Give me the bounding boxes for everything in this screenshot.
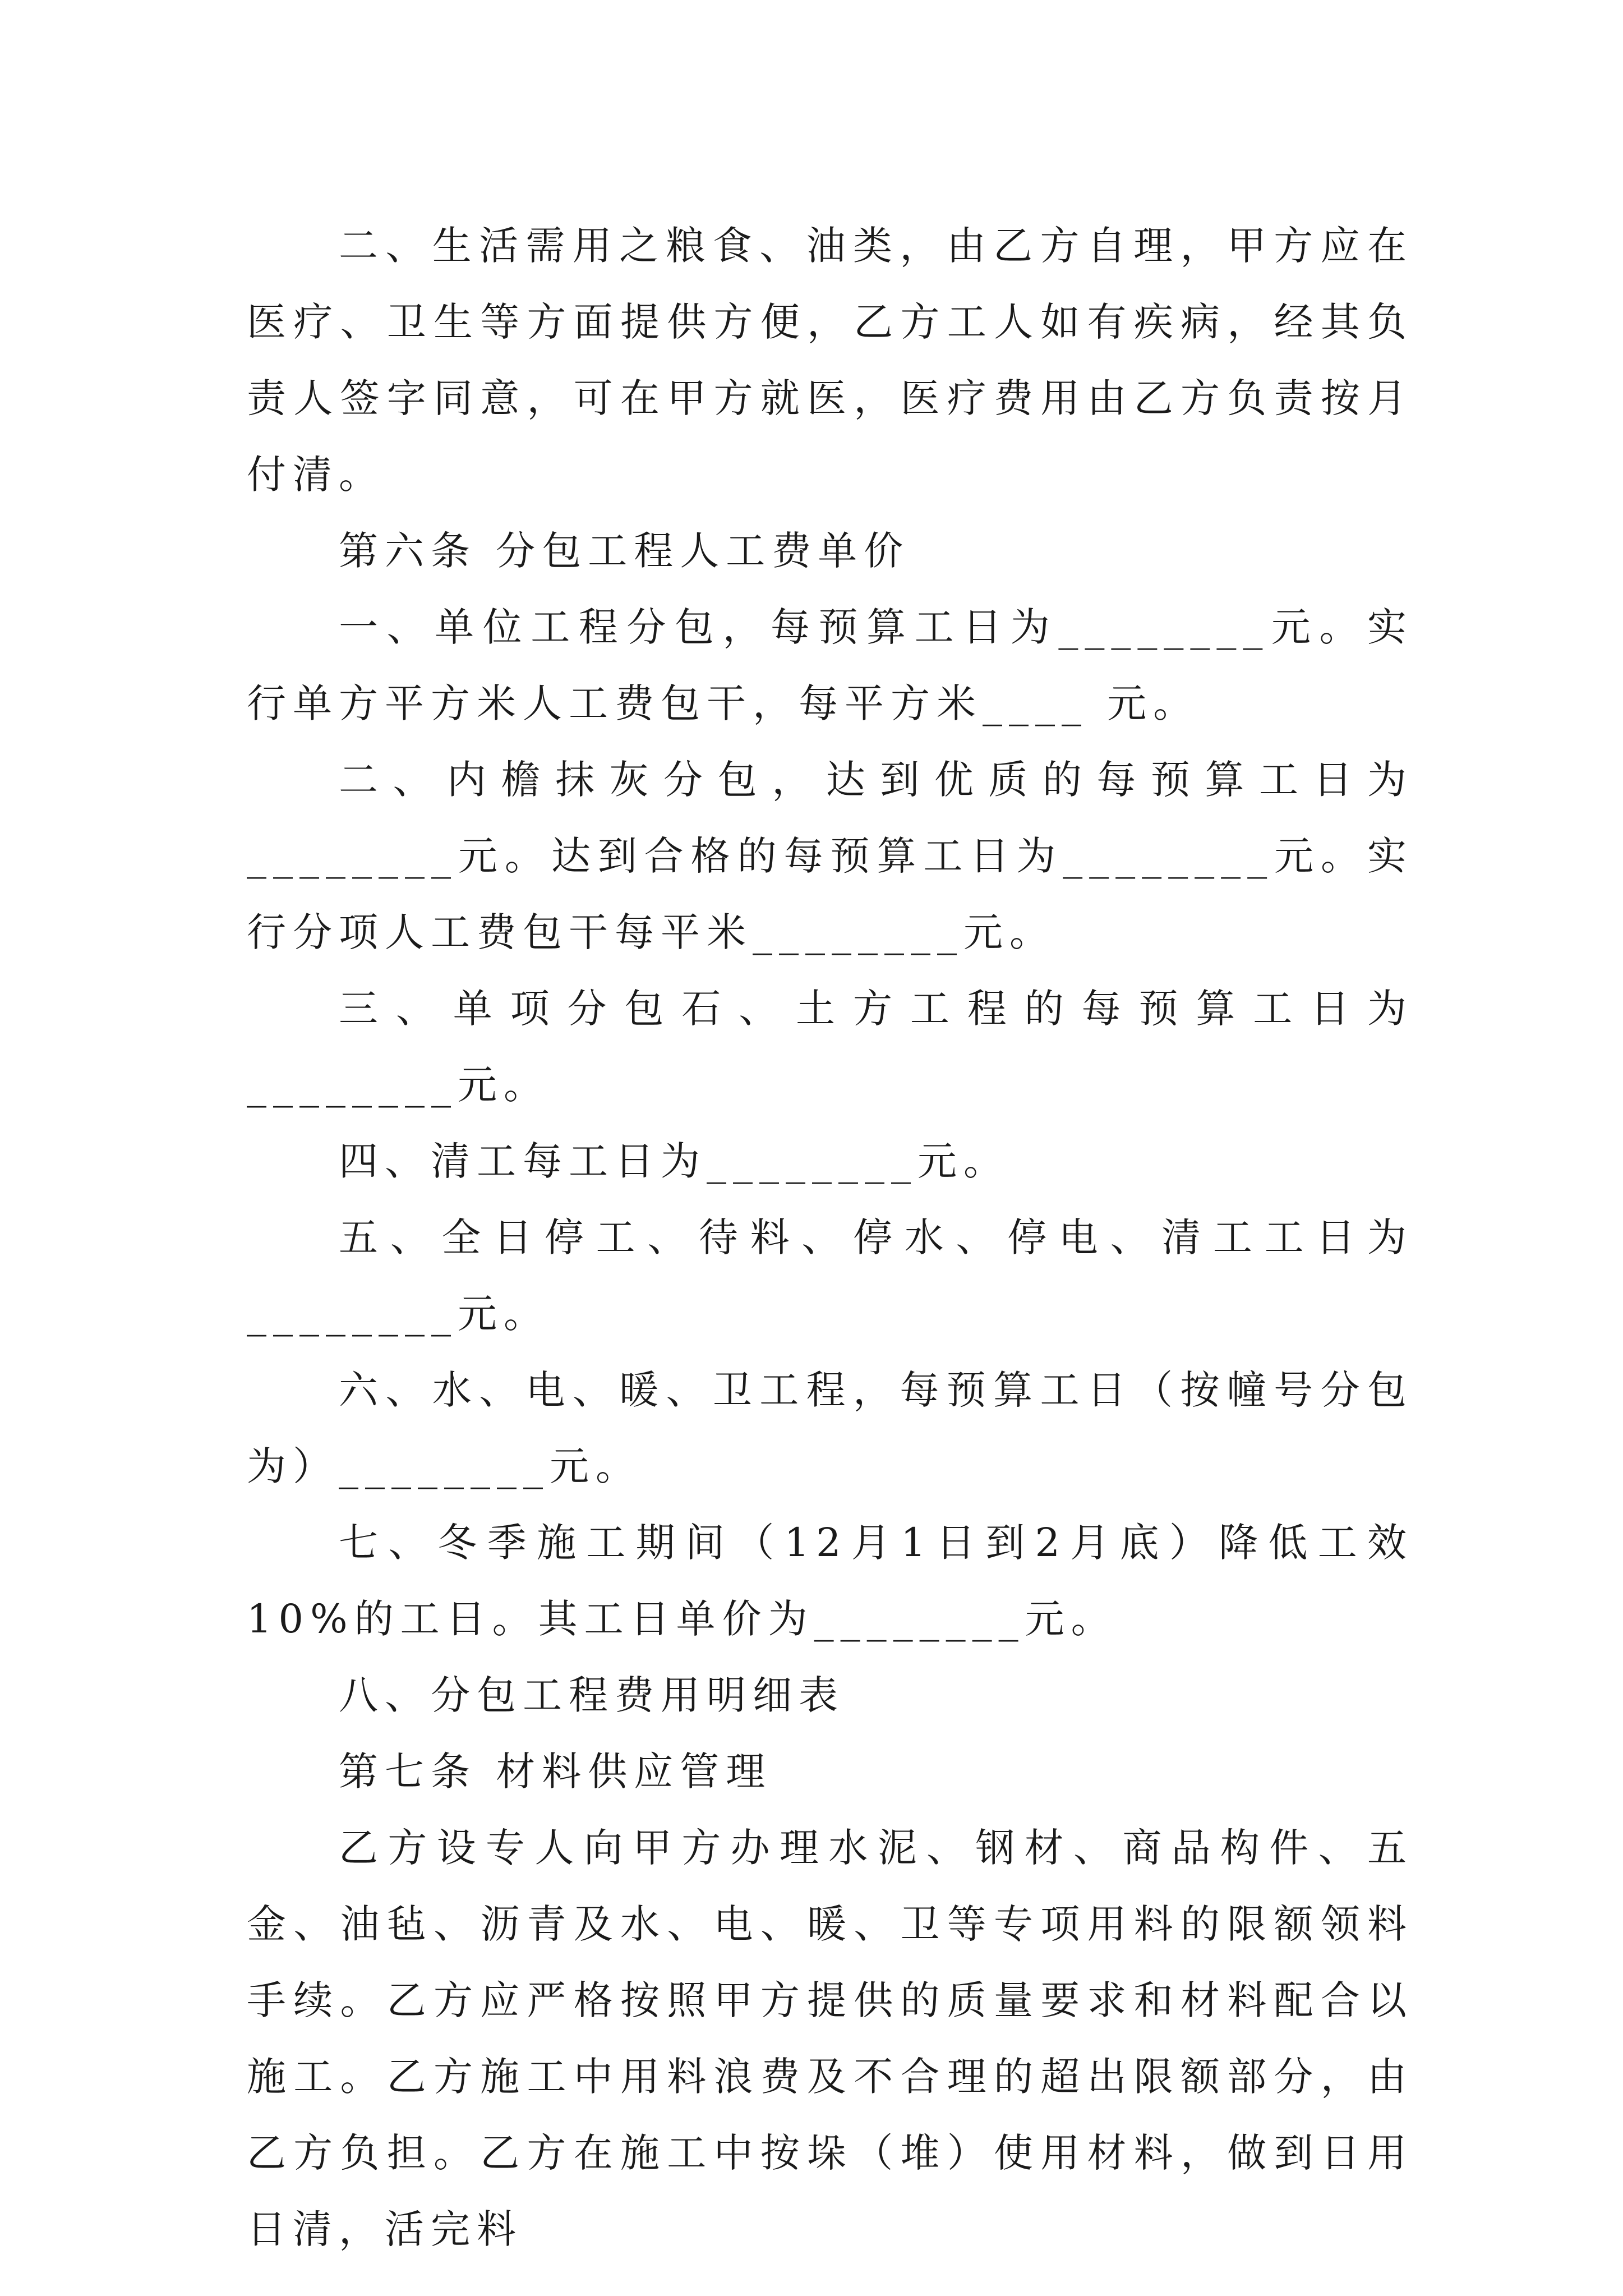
paragraph-stone-earthwork: 三、单项分包石、土方工程的每预算工日为________元。 xyxy=(247,986,1413,1108)
paragraph-material-supply: 乙方设专人向甲方办理水泥、钢材、商品构件、五金、油毡、沥青及水、电、暖、卫等专项用料的限额领料手续。乙方应严格按照甲方提供的质量要求和材料配合以施工。乙方施工中用料浪费及不合理的超出限额部分，由乙方负担。乙方在施工中按垛（堆）使用材料，做到日用日清，活完料 xyxy=(247,1825,1413,2252)
paragraph-living-supplies: 二、生活需用之粮食、油类，由乙方自理，甲方应在医疗、卫生等方面提供方便，乙方工人如有疾病，经其负责人签字同意，可在甲方就医，医疗费用由乙方负责按月付清。 xyxy=(247,223,1413,498)
article-6-heading: 第六条 分包工程人工费单价 xyxy=(339,528,910,574)
article-7-heading: 第七条 材料供应管理 xyxy=(339,1749,772,1795)
paragraph-unit-project: 一、单位工程分包，每预算工日为________元。实行单方平方米人工费包干，每平方米____ 元。 xyxy=(247,604,1413,726)
paragraph-cleanup-work: 四、清工每工日为________元。 xyxy=(339,1138,1009,1184)
paragraph-utilities-work: 六、水、电、暖、卫工程，每预算工日（按幢号分包为）________元。 xyxy=(247,1367,1413,1489)
paragraph-winter-construction: 七、冬季施工期间（12月1日到2月底）降低工效10%的工日。其工日单价为________元。 xyxy=(247,1520,1413,1642)
paragraph-interior-plaster: 二、内檐抹灰分包，达到优质的每预算工日为________元。达到合格的每预算工日为________元。实行分项人工费包干每平米________元。 xyxy=(247,757,1413,955)
paragraph-work-stoppage: 五、全日停工、待料、停水、停电、清工工日为________元。 xyxy=(247,1214,1413,1337)
document-body xyxy=(247,208,1413,2267)
paragraph-cost-schedule: 八、分包工程费用明细表 xyxy=(339,1672,845,1718)
